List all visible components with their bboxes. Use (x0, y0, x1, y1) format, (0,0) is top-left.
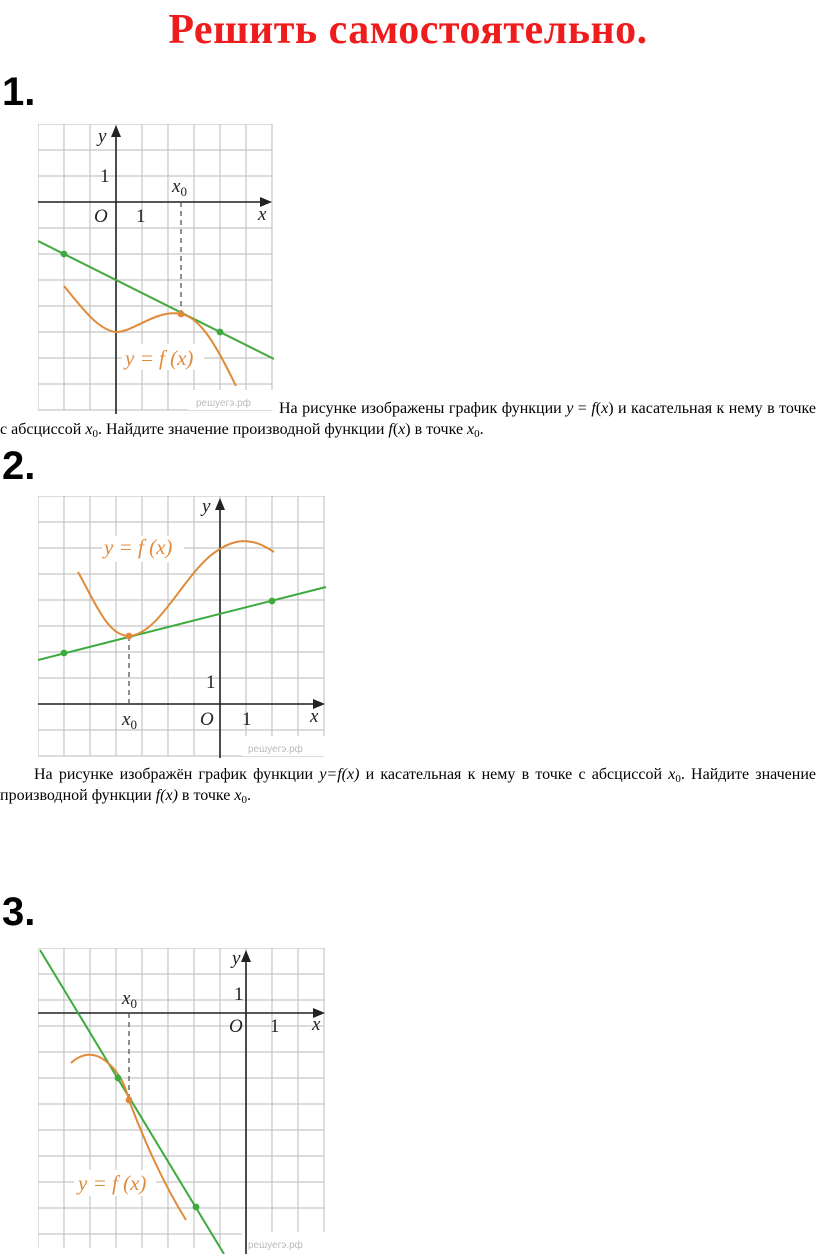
tangent-point (115, 1075, 122, 1082)
function-label: y = f (x) (78, 1171, 147, 1195)
unit-x-label: 1 (242, 709, 252, 730)
page-title: Решить самостоятельно. (168, 7, 648, 53)
tangent-point (193, 1204, 200, 1211)
y-label: y (98, 126, 107, 147)
unit-y-label: 1 (100, 166, 110, 187)
tangent-point (269, 598, 276, 605)
y-axis-arrow (215, 498, 225, 510)
watermark: решуегэ.рф (248, 1240, 303, 1251)
touch-point (126, 1097, 133, 1104)
y-axis-arrow (111, 125, 121, 137)
grid (38, 948, 324, 1248)
y-label: y (202, 496, 211, 517)
tangent-point (217, 329, 224, 336)
problem-2-number: 2. (2, 444, 36, 488)
origin-label: O (94, 206, 108, 227)
problem-3-figure (38, 948, 328, 1254)
function-label: y = f (x) (125, 346, 194, 370)
problem-2-text: На рисунке изображён график функции y=f(x) и касательная к нему в точке с абсциссой $x_0$. Найдите значение производной функции f(x) в точке $x_0$. (0, 766, 816, 806)
tangent-line (38, 241, 274, 359)
tangent-point (61, 650, 68, 657)
touch-point (126, 633, 133, 640)
origin-label: O (200, 709, 214, 730)
problem-1-figure (38, 124, 274, 414)
unit-x-label: 1 (270, 1016, 280, 1037)
x0-label: $x_0$ (122, 709, 137, 732)
grid (38, 496, 324, 756)
x0-label: $x_0$ (172, 176, 187, 199)
watermark: решуегэ.рф (196, 398, 251, 409)
y-label: y (232, 948, 241, 969)
tangent-line (38, 587, 326, 660)
problem-1-number: 1. (2, 70, 36, 114)
touch-point (178, 311, 185, 318)
problem-1-text: На рисунке изображены график функции y = f(x) и касательная к нему в точке с абсциссой $x_0$. Найдите значение производной функции f(x) в точке $x_0$. (0, 400, 816, 440)
y-axis-arrow (241, 950, 251, 962)
problem-2-figure (38, 496, 328, 758)
x-label: x (310, 706, 319, 727)
x-label: x (258, 204, 267, 225)
function-label: y = f (x) (104, 535, 173, 559)
unit-x-label: 1 (136, 206, 146, 227)
origin-label: O (229, 1016, 243, 1037)
tangent-point (61, 251, 68, 258)
unit-y-label: 1 (234, 984, 244, 1005)
x-label: x (312, 1014, 321, 1035)
unit-y-label: 1 (206, 672, 216, 693)
problem-3-number: 3. (2, 890, 36, 934)
watermark: решуегэ.рф (248, 744, 303, 755)
x0-label: $x_0$ (122, 988, 137, 1011)
